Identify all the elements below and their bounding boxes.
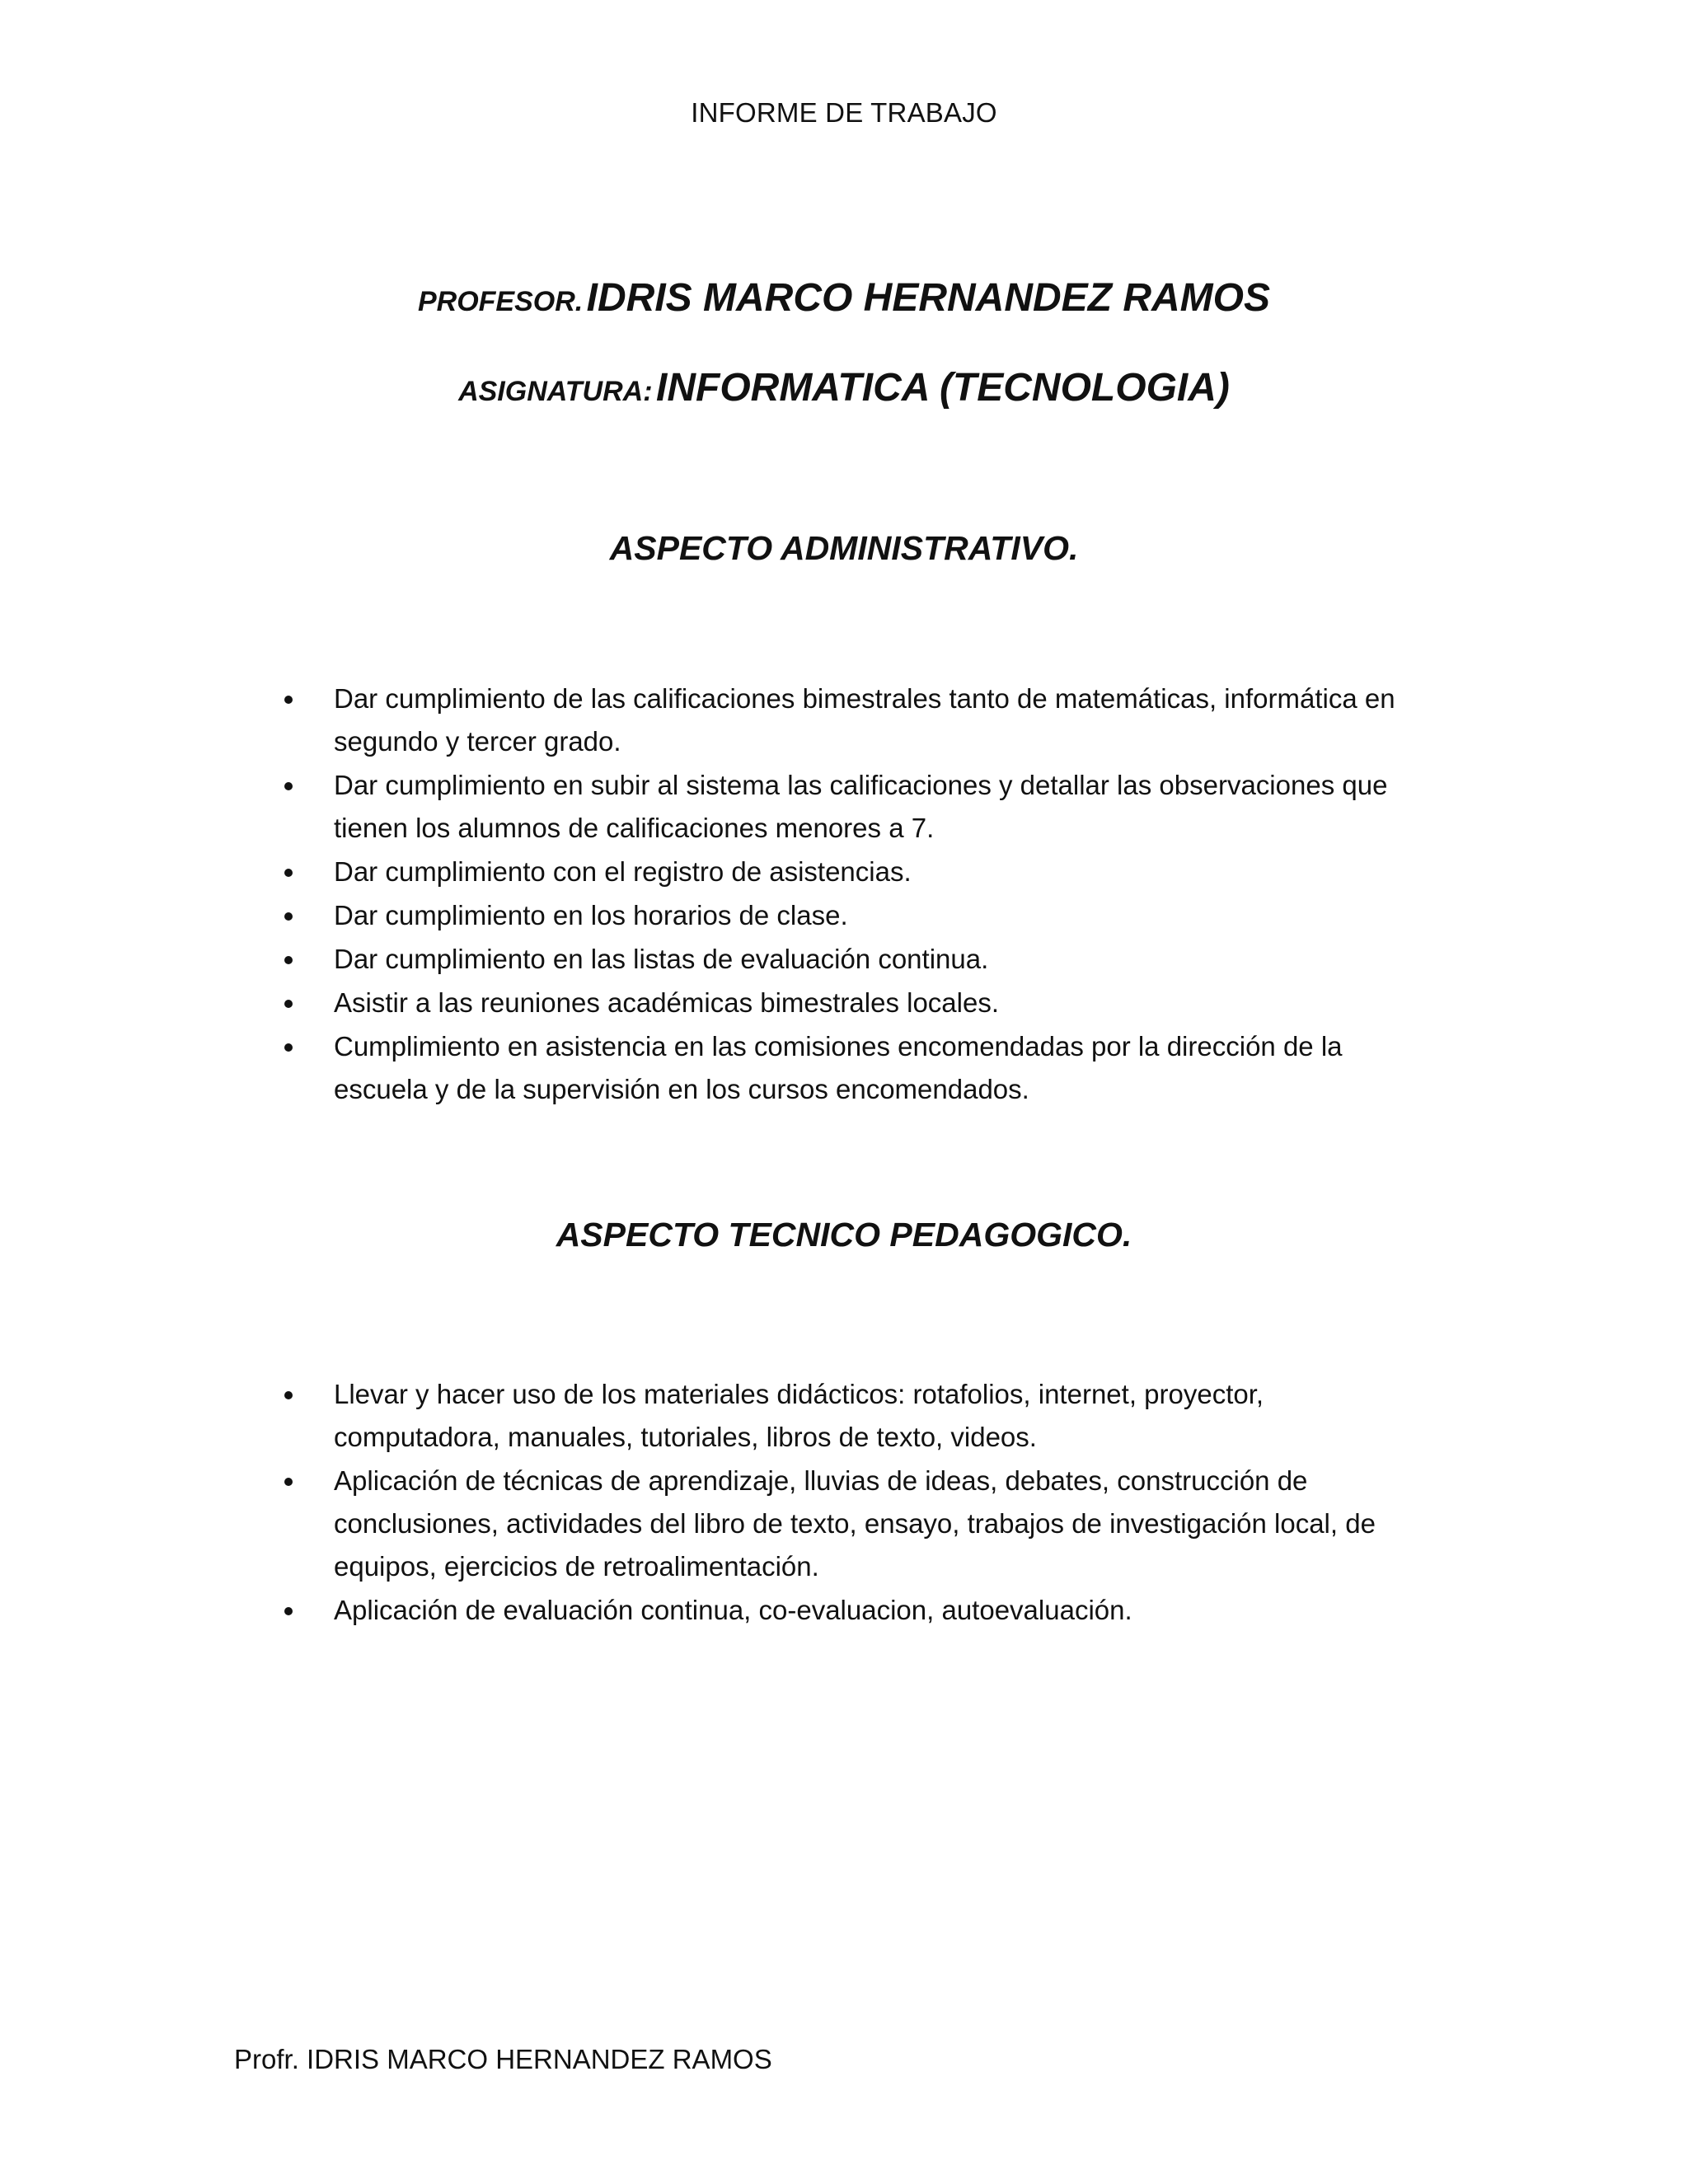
list-item-text: Cumplimiento en asistencia en las comisiones encomendadas por la dirección de la escuela y de la supervisión en los cursos encomendados. — [334, 1031, 1343, 1104]
list-item — [334, 982, 1430, 1024]
bullet-icon — [284, 956, 293, 964]
bullet-icon — [284, 869, 293, 877]
list-item — [334, 1025, 1430, 1111]
profesor-line — [0, 275, 1688, 321]
asignatura-line — [0, 365, 1688, 410]
asignatura-value: INFORMATICA (TECNOLOGIA) — [656, 366, 1230, 410]
list-item — [334, 1373, 1430, 1459]
list-item-text: Dar cumplimiento en los horarios de clase. — [334, 900, 848, 930]
bullet-icon — [284, 1391, 293, 1399]
profesor-name: IDRIS MARCO HERNANDEZ RAMOS — [586, 276, 1271, 320]
list-item — [334, 851, 1430, 893]
bullet-icon — [284, 912, 293, 921]
bullet-icon — [284, 1000, 293, 1008]
profesor-label: PROFESOR. — [417, 286, 584, 317]
list-item-text: Dar cumplimiento con el registro de asistencias. — [334, 856, 912, 887]
bullet-icon — [284, 1043, 293, 1052]
list-item — [334, 938, 1430, 981]
list-item — [334, 677, 1430, 763]
list-item-text: Llevar y hacer uso de los materiales didácticos: rotafolios, internet, proyector, computadora, manuales, tutoriales, libros de texto, videos. — [334, 1379, 1264, 1452]
administrativo-list — [0, 677, 1688, 1112]
list-item-text: Asistir a las reuniones académicas bimestrales locales. — [334, 987, 1000, 1018]
list-item-text: Aplicación de evaluación continua, co-evaluacion, autoevaluación. — [334, 1595, 1132, 1625]
asignatura-label: ASIGNATURA: — [458, 376, 653, 407]
tecnico-pedagogico-list — [0, 1373, 1688, 1633]
bullet-icon — [284, 1607, 293, 1615]
list-item — [334, 894, 1430, 937]
list-item — [334, 764, 1430, 850]
section-heading-administrativo: ASPECTO ADMINISTRATIVO. — [609, 529, 1079, 567]
list-item-text: Dar cumplimiento en subir al sistema las calificaciones y detallar las observaciones que tienen los alumnos de calificaciones menores a 7. — [334, 770, 1388, 843]
bullet-icon — [284, 696, 293, 704]
section-heading-tecnico-pedagogico: ASPECTO TECNICO PEDAGOGICO. — [556, 1216, 1132, 1254]
list-item-text: Dar cumplimiento en las listas de evaluación continua. — [334, 944, 989, 974]
list-item — [334, 1589, 1430, 1632]
bullet-icon — [284, 1478, 293, 1486]
footer-signature: Profr. IDRIS MARCO HERNANDEZ RAMOS — [234, 2044, 772, 2074]
bullet-icon — [284, 782, 293, 790]
document-header: INFORME DE TRABAJO — [691, 97, 997, 128]
list-item-text: Aplicación de técnicas de aprendizaje, lluvias de ideas, debates, construcción de conclusiones, actividades del libro de texto, ensayo, trabajos de investigación local, de equipos, ejercicios de retroalimentación. — [334, 1465, 1376, 1582]
list-item — [334, 1460, 1430, 1588]
list-item-text: Dar cumplimiento de las calificaciones bimestrales tanto de matemáticas, informática en segundo y tercer grado. — [334, 683, 1395, 757]
